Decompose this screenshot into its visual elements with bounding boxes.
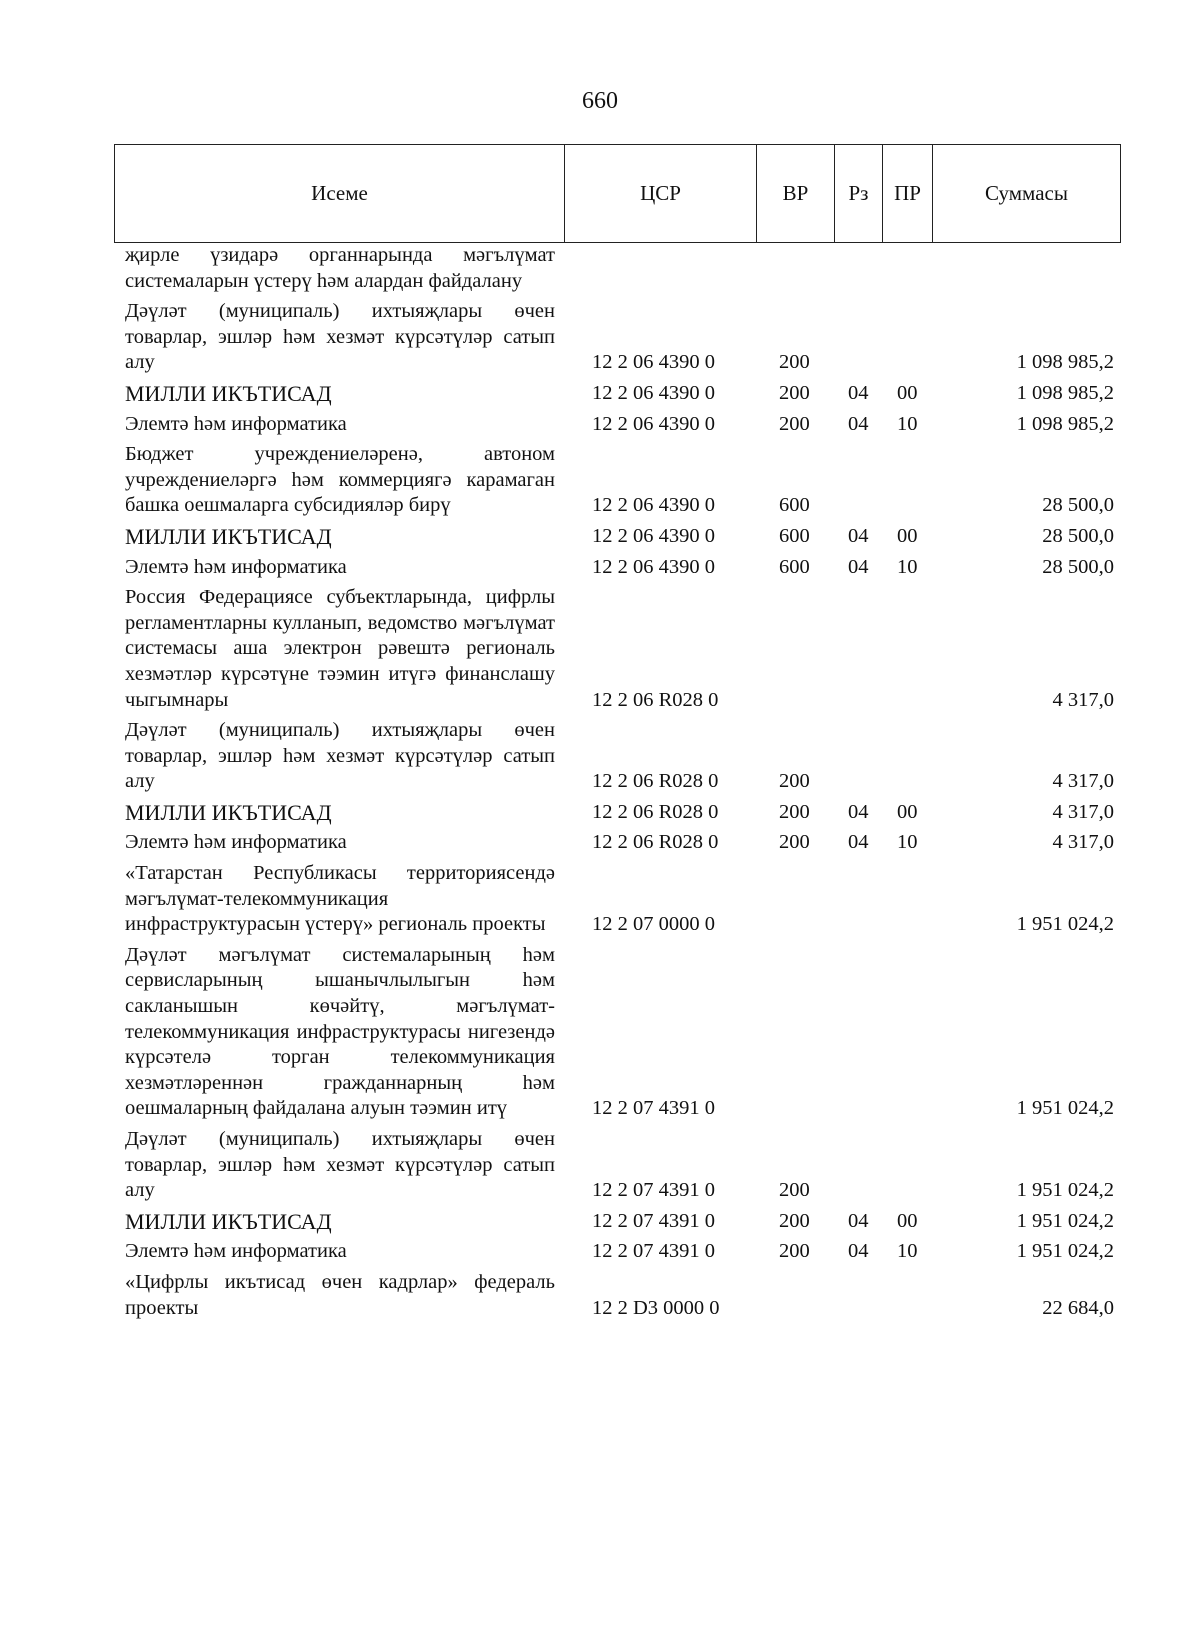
row-csr: 12 2 07 0000 0	[592, 913, 715, 936]
row-csr: 12 2 06 4390 0	[592, 494, 715, 517]
row-pr: 10	[897, 412, 918, 435]
row-vr: 200	[779, 351, 810, 374]
row-name: җирле үзидарә органнарында мәгълүмат системаларын үстерү һәм алардан файдалану	[125, 244, 555, 292]
table-row	[0, 585, 1200, 718]
row-rz: 04	[848, 412, 869, 435]
row-csr: 12 2 06 4390 0	[592, 351, 715, 374]
table-row	[0, 943, 1200, 1127]
table-row	[0, 442, 1200, 524]
row-rz: 04	[848, 831, 869, 854]
row-csr: 12 2 07 4391 0	[592, 1097, 715, 1120]
row-sum: 1 098 985,2	[1016, 412, 1114, 435]
row-rz: 04	[848, 524, 869, 547]
row-vr: 600	[779, 555, 810, 578]
row-pr: 10	[897, 555, 918, 578]
header-pr: ПР	[883, 145, 933, 243]
row-vr: 200	[779, 381, 810, 404]
row-rz: 04	[848, 555, 869, 578]
row-name: Дәүләт мәгълүмат системаларының һәм сервисларының ышанычлылыгын һәм сакланышын көчәйтү, мәгълүмат-телекоммуникация инфраструктурасы нигезендә күрсәтелә торган телекоммуникация хезмәтләреннән гражданнарның һәм оешмаларның файдалана алуын тәэмин итү	[125, 943, 555, 1120]
row-csr: 12 2 06 R028 0	[592, 770, 719, 793]
row-pr: 00	[897, 1209, 918, 1232]
row-name: МИЛЛИ ИКЪТИСАД	[125, 523, 332, 549]
row-name: Бюджет учреждениеләренә, автоном учреждениеләргә һәм коммерциягә карамаган башка оешмаларга субсидияләр бирү	[125, 443, 555, 517]
table-row	[0, 381, 1200, 412]
row-vr: 200	[779, 831, 810, 854]
row-sum: 1 951 024,2	[1016, 913, 1114, 936]
row-sum: 28 500,0	[1042, 494, 1114, 517]
row-name: Дәүләт (муниципаль) ихтыяҗлары өчен товарлар, эшләр һәм хезмәт күрсәтүләр сатып алу	[125, 719, 555, 793]
row-pr: 10	[897, 1240, 918, 1263]
row-name: Дәүләт (муниципаль) ихтыяҗлары өчен товарлар, эшләр һәм хезмәт күрсәтүләр сатып алу	[125, 1128, 555, 1202]
row-sum: 1 951 024,2	[1016, 1209, 1114, 1232]
row-csr: 12 2 06 R028 0	[592, 800, 719, 823]
row-csr: 12 2 06 R028 0	[592, 688, 719, 711]
table-row	[0, 1239, 1200, 1270]
header-vr: ВР	[757, 145, 835, 243]
row-sum: 1 951 024,2	[1016, 1179, 1114, 1202]
row-vr: 200	[779, 1209, 810, 1232]
row-vr: 200	[779, 1179, 810, 1202]
row-sum: 28 500,0	[1042, 524, 1114, 547]
header-csr: ЦСР	[565, 145, 757, 243]
row-pr: 10	[897, 831, 918, 854]
table-row	[0, 1270, 1200, 1326]
row-sum: 28 500,0	[1042, 555, 1114, 578]
row-name: Россия Федерациясе субъектларында, цифрлы регламентларны кулланып, ведомство мәгълүмат системасы аша электрон рәвештә региональ хезмәтләр күрсәтүне тәэмин итүгә финанслашу чыгымнары	[125, 586, 555, 711]
table-row	[0, 1127, 1200, 1209]
table-row	[0, 861, 1200, 943]
row-sum: 1 098 985,2	[1016, 351, 1114, 374]
row-sum: 4 317,0	[1052, 688, 1114, 711]
header-name: Исеме	[115, 145, 565, 243]
row-name: Элемтә һәм информатика	[125, 831, 347, 854]
row-name: Элемтә һәм информатика	[125, 555, 347, 578]
row-name: Элемтә һәм информатика	[125, 1240, 347, 1263]
row-csr: 12 2 07 4391 0	[592, 1179, 715, 1202]
row-csr: 12 2 D3 0000 0	[592, 1296, 720, 1319]
row-vr: 200	[779, 800, 810, 823]
row-pr: 00	[897, 381, 918, 404]
row-pr: 00	[897, 524, 918, 547]
row-sum: 4 317,0	[1052, 800, 1114, 823]
table-row	[0, 243, 1200, 299]
row-rz: 04	[848, 1240, 869, 1263]
row-name: МИЛЛИ ИКЪТИСАД	[125, 380, 332, 406]
row-sum: 1 951 024,2	[1016, 1097, 1114, 1120]
page-number: 660	[582, 88, 618, 114]
row-csr: 12 2 06 4390 0	[592, 412, 715, 435]
header-rz: Рз	[835, 145, 883, 243]
row-sum: 1 098 985,2	[1016, 381, 1114, 404]
row-sum: 22 684,0	[1042, 1296, 1114, 1319]
row-name: МИЛЛИ ИКЪТИСАД	[125, 1208, 332, 1234]
row-sum: 1 951 024,2	[1016, 1240, 1114, 1263]
table-row	[0, 555, 1200, 586]
row-name: «Цифрлы икътисад өчен кадрлар» федераль проекты	[125, 1270, 555, 1319]
row-csr: 12 2 07 4391 0	[592, 1209, 715, 1232]
row-rz: 04	[848, 381, 869, 404]
row-rz: 04	[848, 800, 869, 823]
row-csr: 12 2 06 R028 0	[592, 831, 719, 854]
row-pr: 00	[897, 800, 918, 823]
row-vr: 200	[779, 770, 810, 793]
row-csr: 12 2 06 4390 0	[592, 381, 715, 404]
table-row	[0, 718, 1200, 800]
table-row	[0, 524, 1200, 555]
row-name: Элемтә һәм информатика	[125, 412, 347, 435]
row-vr: 200	[779, 1240, 810, 1263]
table-row	[0, 412, 1200, 443]
row-rz: 04	[848, 1209, 869, 1232]
row-vr: 600	[779, 494, 810, 517]
table-row	[0, 830, 1200, 861]
table-row	[0, 800, 1200, 831]
row-csr: 12 2 07 4391 0	[592, 1240, 715, 1263]
row-csr: 12 2 06 4390 0	[592, 555, 715, 578]
row-name: МИЛЛИ ИКЪТИСАД	[125, 799, 332, 825]
table-row	[0, 1209, 1200, 1240]
row-sum: 4 317,0	[1052, 831, 1114, 854]
table-body	[0, 243, 1200, 1326]
row-sum: 4 317,0	[1052, 770, 1114, 793]
row-vr: 200	[779, 412, 810, 435]
row-name: Дәүләт (муниципаль) ихтыяҗлары өчен товарлар, эшләр һәм хезмәт күрсәтүләр сатып алу	[125, 300, 555, 374]
row-csr: 12 2 06 4390 0	[592, 524, 715, 547]
table-row	[0, 299, 1200, 381]
row-vr: 600	[779, 524, 810, 547]
table-header	[114, 144, 1121, 243]
row-name: «Татарстан Республикасы территориясендә мәгълүмат-телекоммуникация инфраструктурасын үстерү» региональ проекты	[125, 862, 555, 936]
header-sum: Суммасы	[933, 145, 1121, 243]
